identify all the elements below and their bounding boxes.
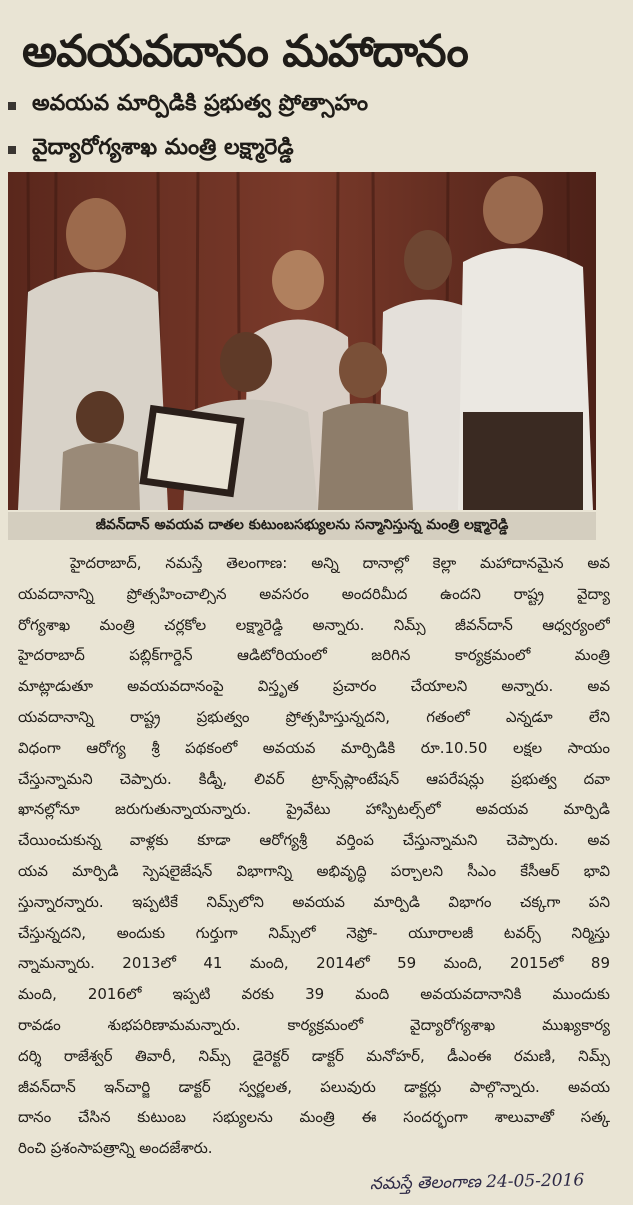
- handwritten-source-date: నమస్తే తెలంగాణ 24-05-2016: [369, 1170, 585, 1195]
- subheadline: [8, 90, 608, 122]
- subheadline-text: వైద్యారోగ్యశాఖ మంత్రి లక్ష్మారెడ్డి: [32, 135, 294, 160]
- bullet-icon: [8, 146, 16, 154]
- photo-illustration: [8, 172, 596, 510]
- subheadline: [8, 134, 608, 166]
- article-line: రించి ప్రశంసాపత్రాన్ని అందజేశారు.: [18, 1139, 213, 1158]
- article-line: స్తున్నారన్నారు. ఇప్పటికే నిమ్స్‌లోని అవయవ మార్పిడి విభాగం చక్కగా పని: [18, 892, 610, 911]
- article-line: యవ మార్పిడి స్పెషలైజేషన్ విభాగాన్ని అభివృద్ధి పర్చాలని సీఎం కేసీఆర్ భావి: [18, 861, 610, 880]
- article-line: జీవన్‌దాన్ ఇన్‌చార్జి డాక్టర్ స్వర్ణలత, పలువురు డాక్టర్లు పాల్గొన్నారు. అవయ: [18, 1077, 610, 1096]
- article-line: రావడం శుభపరిణామమన్నారు. కార్యక్రమంలో వైద్యారోగ్యశాఖ ముఖ్యకార్య: [18, 1015, 610, 1034]
- photo-caption: జీవన్‌దాన్ అవయవ దాతల కుటుంబసభ్యులను సన్మానిస్తున్న మంత్రి లక్ష్మారెడ్డి: [8, 512, 596, 540]
- article-line: మంది, 2016లో ఇప్పటి వరకు 39 మంది అవయవదానానికి ముందుకు: [18, 985, 610, 1004]
- article-line: న్నామన్నారు. 2013లో 41 మంది, 2014లో 59 మంది, 2015లో 89: [18, 954, 610, 973]
- bullet-icon: [8, 102, 16, 110]
- article-line: మాట్లాడుతూ అవయవదానంపై విస్తృత ప్రచారం చేయాలని అన్నారు. అవ: [18, 677, 610, 696]
- headline: అవయవదానం మహాదానం: [22, 26, 468, 77]
- article-line: చేయించుకున్న వాళ్లకు కూడా ఆరోగ్యశ్రీ వర్తింప చేస్తున్నామని చెప్పారు. అవ: [18, 831, 610, 850]
- subheadline-text: అవయవ మార్పిడికి ప్రభుత్వ ప్రోత్సాహం: [32, 91, 369, 116]
- article-line: చేస్తున్నదని, అందుకు గుర్తుగా నిమ్స్‌లో నెఫ్రో- యూరాలజీ టవర్స్ నిర్మిస్తు: [18, 923, 610, 942]
- news-photo: [8, 172, 596, 510]
- article-line: చేస్తున్నామని చెప్పారు. కిడ్నీ, లివర్ ట్రాన్స్‌ప్లాంటేషన్ ఆపరేషన్లు ప్రభుత్వ దవా: [18, 769, 610, 788]
- article-line: విధంగా ఆరోగ్య శ్రీ పథకంలో అవయవ మార్పిడికి రూ.10.50 లక్షల సాయం: [18, 738, 610, 757]
- article-line: దానం చేసిన కుటుంబ సభ్యులను మంత్రి ఈ సందర్భంగా శాలువాతో సత్క: [18, 1108, 610, 1127]
- article-line: హైదరాబాద్, నమస్తే తెలంగాణ: అన్ని దానాల్లో కెల్లా మహాదానమైన అవ: [70, 554, 610, 572]
- article-line: యవదానాన్ని రాష్ట్ర ప్రభుత్వం ప్రోత్సహిస్తున్నదని, గతంలో ఎన్నడూ లేని: [18, 707, 610, 726]
- article-line: యవదానాన్ని ప్రోత్సహించాల్సిన అవసరం అందరిమీద ఉందని రాష్ట్ర వైద్యా: [18, 584, 610, 603]
- article-line: దర్శి రాజేశ్వర్ తివారీ, నిమ్స్ డైరెక్టర్ డాక్టర్ మనోహర్, డీఎంఈ రమణి, నిమ్స్: [18, 1046, 610, 1065]
- article-body: [18, 548, 610, 1164]
- article-line: ఖానల్లోనూ జరుగుతున్నాయన్నారు. ప్రైవేటు హాస్పిటల్స్‌లో అవయవ మార్పిడి: [18, 800, 610, 819]
- article-line: రోగ్యశాఖ మంత్రి చర్లకోల లక్ష్మారెడ్డి అన్నారు. నిమ్స్ జీవన్‌దాన్ ఆధ్వర్యంలో: [18, 615, 610, 634]
- article-line: హైదరాబాద్ పబ్లిక్‌గార్డెన్ ఆడిటోరియంలో జరిగిన కార్యక్రమంలో మంత్రి: [18, 646, 610, 665]
